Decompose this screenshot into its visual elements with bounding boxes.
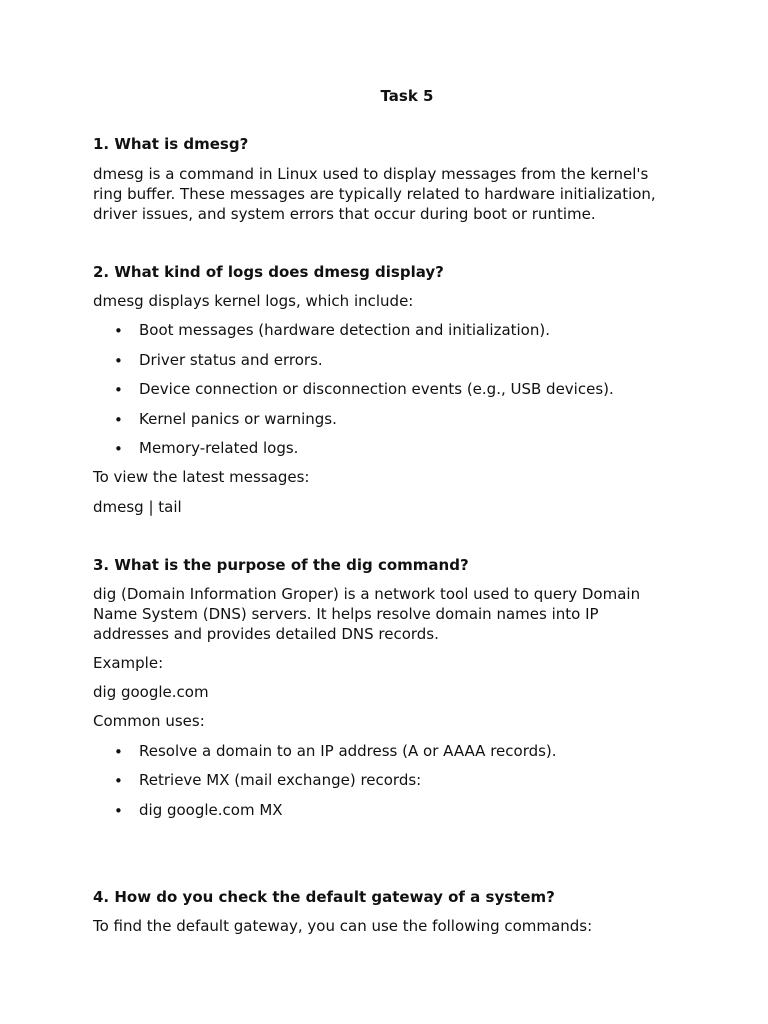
section-3-line: dig (Domain Information Groper) is a network tool used to query Domain	[93, 585, 641, 603]
section-2-command: dmesg | tail	[93, 498, 182, 516]
bullet-icon: •	[114, 802, 123, 820]
list-item: dig google.com MX	[139, 801, 283, 819]
section-1-line: driver issues, and system errors that occur during boot or runtime.	[93, 205, 596, 223]
list-item: Retrieve MX (mail exchange) records:	[139, 771, 422, 789]
list-item: Boot messages (hardware detection and initialization).	[139, 321, 550, 339]
document-title: Task 5	[380, 87, 434, 105]
bullet-icon: •	[114, 743, 123, 761]
bullet-icon: •	[114, 352, 123, 370]
section-1-line: dmesg is a command in Linux used to display messages from the kernel's	[93, 165, 649, 183]
list-item: Device connection or disconnection events (e.g., USB devices).	[139, 380, 614, 398]
list-item: Memory-related logs.	[139, 439, 299, 457]
bullet-icon: •	[114, 322, 123, 340]
section-3-example-label: Example:	[93, 654, 164, 672]
section-3-heading: 3. What is the purpose of the dig command?	[93, 556, 469, 574]
list-item: Kernel panics or warnings.	[139, 410, 337, 428]
section-3-line: addresses and provides detailed DNS records.	[93, 625, 439, 643]
bullet-icon: •	[114, 411, 123, 429]
section-3-uses-label: Common uses:	[93, 712, 205, 730]
bullet-icon: •	[114, 381, 123, 399]
section-2-intro: dmesg displays kernel logs, which include:	[93, 292, 414, 310]
bullet-icon: •	[114, 440, 123, 458]
section-1-line: ring buffer. These messages are typically related to hardware initialization,	[93, 185, 656, 203]
section-1-heading: 1. What is dmesg?	[93, 135, 249, 153]
section-3-example-command: dig google.com	[93, 683, 209, 701]
section-4-intro: To find the default gateway, you can use the following commands:	[93, 917, 593, 935]
bullet-icon: •	[114, 772, 123, 790]
section-2-heading: 2. What kind of logs does dmesg display?	[93, 263, 444, 281]
section-2-view-label: To view the latest messages:	[93, 468, 310, 486]
section-3-line: Name System (DNS) servers. It helps resolve domain names into IP	[93, 605, 599, 623]
list-item: Resolve a domain to an IP address (A or AAAA records).	[139, 742, 557, 760]
section-4-heading: 4. How do you check the default gateway of a system?	[93, 888, 555, 906]
list-item: Driver status and errors.	[139, 351, 323, 369]
